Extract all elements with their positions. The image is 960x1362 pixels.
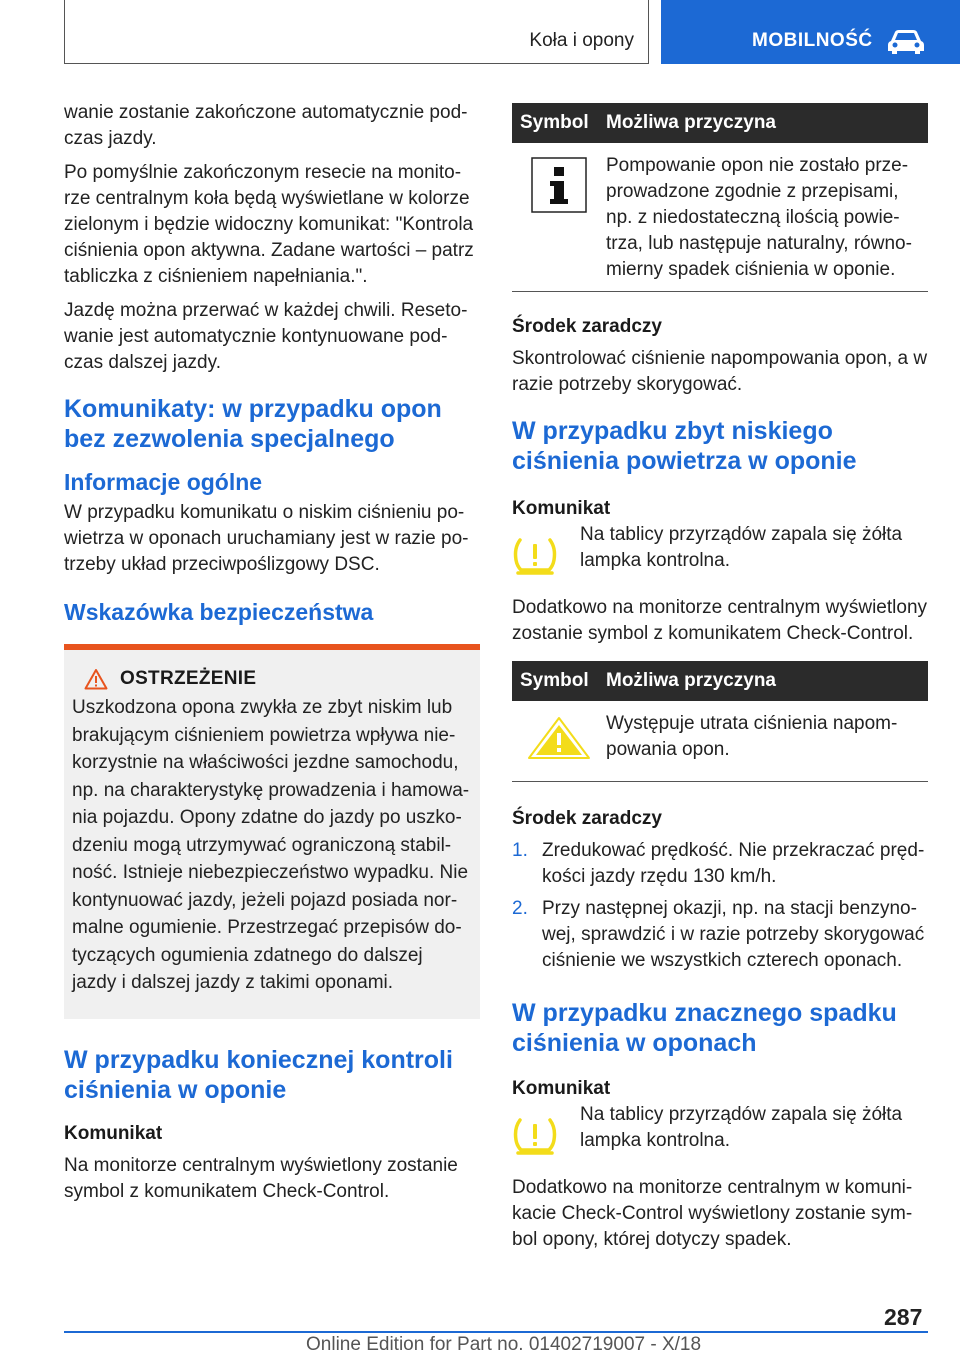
remedy-label: Środek zaradczy xyxy=(512,808,662,829)
col-symbol: Symbol xyxy=(520,670,589,691)
col-symbol: Symbol xyxy=(520,112,589,133)
table-row xyxy=(512,143,928,292)
warning-triangle-icon xyxy=(84,668,108,690)
warning-title: OSTRZEŻENIE xyxy=(120,668,257,689)
message-label: Komunikat xyxy=(512,1078,611,1099)
footer-divider xyxy=(64,1331,928,1333)
col-cause: Możliwa przyczyna xyxy=(606,112,776,133)
tire-pressure-warning-icon xyxy=(512,536,558,576)
table-header xyxy=(512,103,928,143)
heading-messages-no-approval: Komunikaty: w przypadku opon bez zezwolenia specjalnego xyxy=(64,395,442,453)
list-item: 1. Zredukować prędkość. Nie przekraczać prędkości jazdy rzędu 130 km/h. xyxy=(512,840,925,887)
chapter-title: MOBILNOŚĆ xyxy=(752,30,873,51)
table-header xyxy=(512,661,928,701)
heading-general-info: Informacje ogólne xyxy=(64,469,263,495)
tire-pressure-warning-icon xyxy=(512,1116,558,1156)
message-label: Komunikat xyxy=(64,1122,163,1144)
paragraph: Jazdę można przerwać w każdej chwili. Resetowanie jest automatycznie kontynuowane podczas dalszej jazdy. xyxy=(64,300,468,373)
warning-text: Uszkodzona opona zwykła ze zbyt niskim lub brakującym ciśnieniem powietrza wpływa niekorzystnie na właściwości jezdne samochodu, np. na charakterystykę prowadzenia i hamowania pojazdu. Opony zdatne do jazdy po uszkodzeniu mogą utrzymywać ograniczoną stabilność. Istnieje niebezpieczeństwo wypadku. Nie kontynuować jazdy, jeżeli pojazd posiada normalne ogumienie. Przestrzegać przepisów dotyczących ogumienia zdatnego do dalszej jazdy i dalszej jazdy z takimi oponami. xyxy=(72,697,470,993)
header-section-box xyxy=(64,0,649,64)
paragraph: Na monitorze centralnym wyświetlony zostanie symbol z komunikatem Check-Control. xyxy=(64,1154,458,1202)
message-text: Na tablicy przyrządów zapala się żółta lampka kontrolna. xyxy=(580,1104,903,1151)
paragraph: Dodatkowo na monitorze centralnym w komunikacie Check-Control wyświetlony zostanie symbol opony, której dotyczy spadek. xyxy=(512,1177,913,1250)
paragraph: Skontrolować ciśnienie napompowania opon, a w razie potrzeby skorygować. xyxy=(512,348,928,395)
message-row xyxy=(512,522,928,581)
steps-list xyxy=(512,838,928,974)
page-number: 287 xyxy=(884,1304,923,1330)
table-cell: Występuje utrata ciśnienia napompowania opon. xyxy=(606,713,898,760)
paragraph: W przypadku komunikatu o niskim ciśnieniu powietrza w oponach uruchamiany jest w razie potrzeby układ przeciwpoślizgowy DSC. xyxy=(64,502,469,575)
footer-edition: Online Edition for Part no. 01402719007 - X/18 xyxy=(306,1334,702,1355)
heading-low-pressure: W przypadku zbyt niskiego ciśnienia powietrza w oponie xyxy=(512,417,857,475)
heading-significant-drop: W przypadku znacznego spadku ciśnienia w oponach xyxy=(512,999,897,1057)
remedy-label: Środek zaradczy xyxy=(512,316,662,337)
message-row xyxy=(512,1102,928,1161)
paragraph: Dodatkowo na monitorze centralnym wyświetlony zostanie symbol z komunikatem Check-Control. xyxy=(512,597,928,644)
info-icon xyxy=(531,157,587,213)
right-column xyxy=(512,103,928,1261)
heading-safety-note: Wskazówka bezpieczeństwa xyxy=(64,599,374,625)
paragraph: wanie zostanie zakończone automatycznie podczas jazdy. xyxy=(64,102,468,149)
section-title: Koła i opony xyxy=(529,30,634,51)
car-icon xyxy=(887,27,925,55)
heading-pressure-check: W przypadku koniecznej kontroli ciśnienia w oponie xyxy=(64,1045,453,1104)
warning-header xyxy=(72,668,470,690)
header-chapter-box xyxy=(661,0,960,64)
list-item: 2. Przy następnej okazji, np. na stacji benzynowej, sprawdzić i w razie potrzeby skorygować ciśnienie we wszystkich czterech oponach. xyxy=(512,898,925,971)
message-text: Na tablicy przyrządów zapala się żółta lampka kontrolna. xyxy=(580,524,903,571)
table-cell: Pompowanie opon nie zostało przeprowadzone zgodnie z przepisami, np. z niedostateczną ilością powietrza, lub następuje naturalny, równomierny spadek ciśnienia w oponie. xyxy=(606,155,912,280)
message-label: Komunikat xyxy=(512,498,611,519)
table-row xyxy=(512,701,928,782)
warning-box xyxy=(64,644,480,1019)
left-column xyxy=(64,100,480,1213)
paragraph: Po pomyślnie zakończonym resecie na monitorze centralnym koła będą wyświetlane w kolorze zielonym i będzie widoczny komunikat: "Kontrola ciśnienia opon aktywna. Zadane wartości – patrz tabliczka z ciśnieniem napełniania.". xyxy=(64,162,474,287)
warning-triangle-icon xyxy=(526,715,592,761)
col-cause: Możliwa przyczyna xyxy=(606,670,776,691)
